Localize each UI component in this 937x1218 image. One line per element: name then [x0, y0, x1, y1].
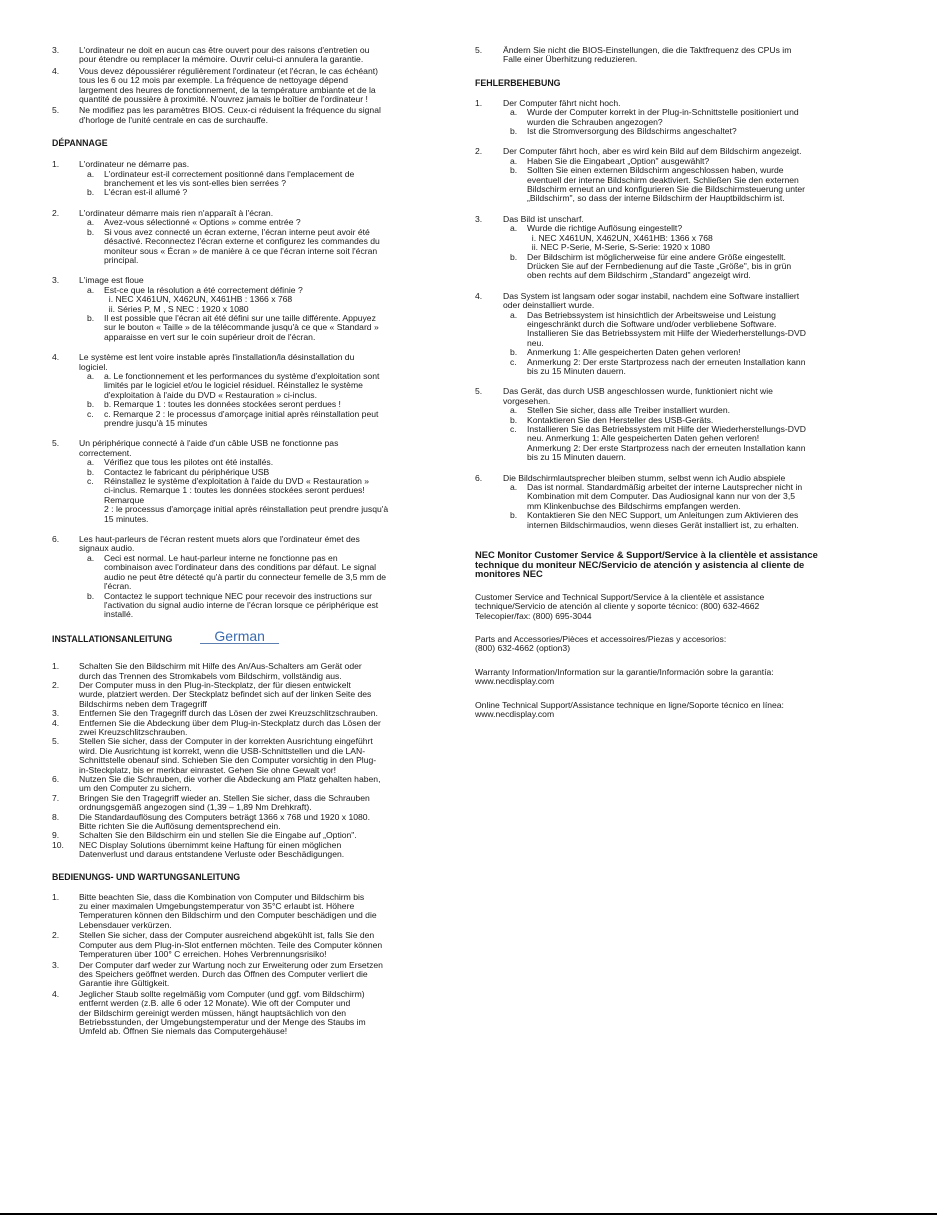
- sub-item-letter: a.: [510, 405, 518, 416]
- list-item-text: Das Gerät, das durch USB angeschlossen wurde, funktioniert nicht wie vorgesehen.: [503, 386, 773, 406]
- list-item-number: 2.: [475, 146, 483, 157]
- list-item: [52, 737, 462, 775]
- sub-item-letter: c.: [510, 424, 517, 434]
- sub-item: [510, 425, 885, 463]
- sub-item-letter: b.: [87, 187, 95, 198]
- de-install-list: [52, 662, 462, 860]
- list-item-text: Entfernen Sie die Abdeckung über dem Plug-in-Steckplatz durch das Lösen der zwei Kreuzschlitzschrauben.: [79, 717, 381, 737]
- sub-item-letter: a.: [87, 552, 95, 563]
- de-maintenance-list: [52, 893, 462, 1037]
- list-item: [52, 893, 462, 931]
- sub-item-text: Anmerkung 2: Der erste Startprozess nach der erneuten Installation kann bis zu 15 Minuten dauern.: [527, 356, 806, 376]
- list-item-number: 4.: [475, 290, 483, 301]
- service-paragraph: Parts and Accessories/Pièces et accessoires/Piezas y accesorios: (800) 632-4662 (option3): [475, 634, 727, 654]
- list-item-number: 2.: [52, 207, 60, 218]
- list-item-number: 1.: [475, 97, 483, 108]
- sub-item-letter: a.: [87, 284, 95, 295]
- list-item: [52, 681, 462, 709]
- list-item-text: Un périphérique connecté à l'aide d'un câble USB ne fonctionne pas correctement.: [79, 438, 339, 458]
- list-item-text: Der Computer fährt hoch, aber es wird kein Bild auf dem Bildschirm angezeigt.: [503, 146, 802, 157]
- sub-item-text: Kontaktieren Sie den Hersteller des USB-Geräts.: [527, 414, 714, 425]
- list-item: [52, 535, 462, 620]
- service-paragraph: Customer Service and Technical Support/Service à la clientèle et assistance technique/Servicio de atención al cliente y soporte técnico: (800) 632-4662 Telecopier/fax: (800) 695-3044: [475, 591, 765, 621]
- list-item: [52, 662, 462, 681]
- list-item-text: Bitte beachten Sie, dass die Kombination von Computer und Bildschirm bis zu einer maximalen Umgebungstemperatur von 35°C erlaubt ist. Höhere Temperaturen können den Bildschirm und den Computer beschädigen und die Lebensdauer verkürzen.: [79, 891, 377, 930]
- list-item: [475, 99, 885, 137]
- sub-item: [510, 224, 885, 252]
- sub-item-letter: b.: [87, 312, 95, 323]
- list-item-number: 5.: [52, 105, 60, 116]
- sub-item-letter: a.: [87, 457, 95, 468]
- list-item: [52, 46, 462, 65]
- sub-item-text: Vérifiez que tous les pilotes ont été installés.: [104, 457, 274, 468]
- sub-item-letter: b.: [87, 226, 95, 237]
- sub-item-text: Si vous avez connecté un écran externe, l'écran interne peut avoir été désactivé. Reconnectez l'écran externe et configurez les commandes du moniteur sous « Écran » de manière à ce que l'écran interne soit l'écran principal.: [104, 226, 380, 265]
- list-item-number: 1.: [52, 159, 60, 170]
- sub-item: [87, 228, 462, 266]
- list-item-text: Stellen Sie sicher, dass der Computer in der korrekten Ausrichtung eingeführt wird. Die Ausrichtung ist korrekt, wenn die USB-Schnittstellen und die LAN- Schnittstelle obenauf sind. Schieben Sie den Computer vorsichtig in den Plug- in-Steckplatz, bis er merkbar einrastet. Gehen Sie ohne Gewalt vor!: [79, 736, 377, 775]
- list-item-number: 4.: [52, 717, 60, 728]
- list-item-number: 5.: [52, 736, 60, 747]
- list-item-number: 10.: [52, 839, 64, 850]
- sub-item: [510, 311, 885, 349]
- sub-item: [87, 372, 462, 400]
- list-item-text: Entfernen Sie den Tragegriff durch das Lösen der zwei Kreuzschlitzschrauben.: [79, 708, 378, 719]
- service-paragraph: Online Technical Support/Assistance technique en ligne/Soporte técnico en línea: www.necdisplay.com: [475, 699, 784, 720]
- sub-item-letter: c.: [510, 356, 517, 367]
- list-item: [52, 990, 462, 1037]
- list-item: [52, 67, 462, 105]
- service-title: NEC Monitor Customer Service & Support/Service à la clientèle et assistance technique du moniteur NEC/Servicio de atención y asistencia al cliente de monitores NEC: [475, 549, 818, 580]
- list-item-number: 2.: [52, 930, 60, 941]
- list-item-text: Die Standardauflösung des Computers beträgt 1366 x 768 und 1920 x 1080. Bitte richten Sie die Auflösung dementsprechend ein.: [79, 811, 370, 832]
- list-item-number: 6.: [475, 472, 483, 483]
- sub-item-letter: c.: [87, 476, 94, 487]
- sub-item-text: b. Remarque 1 : toutes les données stockées seront perdues !: [104, 399, 341, 410]
- list-item-text: L'ordinateur démarre mais rien n'apparaît à l'écran.: [79, 207, 274, 218]
- list-item-text: Schalten Sie den Bildschirm mit Hilfe des An/Aus-Schalters am Gerät oder durch das Trennen des Stromkabels vom Bildschirm, vollständig aus.: [79, 661, 362, 681]
- list-item: [52, 276, 462, 342]
- sub-item-text: Réinstallez le système d'exploitation à l'aide du DVD « Restauration » ci-inclus. Remarque 1 : toutes les données stockées seront perdues! Remarque 2 : le processus d'amorçage initial après réinstallation peut prendre jusqu'à 15 minutes.: [104, 476, 389, 524]
- sub-item-letter: b.: [510, 414, 518, 425]
- list-item: [52, 794, 462, 813]
- sub-item-text: a. Le fonctionnement et les performances du système d'exploitation sont limités par le logiciel et/ou le logiciel résiduel. Réinstallez le système d'exploitation à l'aide du DVD « Restauration » ci-inclus.: [104, 370, 380, 400]
- sub-item-text: Das ist normal. Standardmäßig arbeitet der interne Lautsprecher nicht in Kombination mit dem Computer. Das Audiosignal kann nur von der 3,5 mm Klinkenbuchse des Bildschirms empfangen werden.: [527, 482, 803, 511]
- list-item: [52, 931, 462, 959]
- sub-item-text: Wurde die richtige Auflösung eingestellt? i. NEC X461UN, X462UN, X461HB: 1366 x 768 ii. NEC P-Serie, M-Serie, S-Serie: 1920 x 1080: [527, 223, 713, 253]
- list-item: [52, 106, 462, 125]
- sub-item-text: Il est possible que l'écran ait été défini sur une taille différente. Appuyez sur le bouton « Taille » de la télécommande jusqu'à ce que « Standard » apparaisse en vert sur le coin supérieur droit de l'écran.: [104, 312, 379, 342]
- sub-item-letter: a.: [510, 482, 518, 493]
- list-item-number: 3.: [52, 45, 60, 55]
- list-item-text: Stellen Sie sicher, dass der Computer ausreichend abgekühlt ist, falls Sie den Computer aus dem Plug-in-Slot entfernen möchten. Teile des Computer können Temperaturen über 100° C erreichen. Hohes Verbrennungsrisiko!: [79, 930, 383, 960]
- sub-item-text: Stellen Sie sicher, dass alle Treiber installiert wurden.: [527, 405, 731, 416]
- de-install-heading: INSTALLATIONSANLEITUNG: [52, 634, 173, 645]
- list-item-text: Der Computer darf weder zur Wartung noch zur Erweiterung oder zum Ersetzen des Speichers geöffnet werden. Durch das Öffnen des Computer verliert die Garantie ihre Gültigkeit.: [79, 959, 383, 989]
- sub-item: [87, 410, 462, 429]
- sub-item-text: Contactez le support technique NEC pour recevoir des instructions sur l'activation du signal audio interne de l'écran lorsque ce périphérique est installé.: [104, 590, 379, 620]
- page-bottom-rule: [0, 1213, 937, 1215]
- sub-item-letter: b.: [510, 347, 518, 358]
- sub-item-text: L'écran est-il allumé ?: [104, 187, 188, 198]
- list-item-text: Das Bild ist unscharf.: [503, 213, 584, 224]
- de-install-header: [52, 627, 462, 645]
- list-item-text: Schalten Sie den Bildschirm ein und stellen Sie die Eingabe auf „Option".: [79, 830, 357, 841]
- sub-item: [87, 477, 462, 524]
- sub-item-text: Kontaktieren Sie den NEC Support, um Anleitungen zum Aktivieren des internen Bildschirmaudios, wenn dieses Gerät installiert ist, zu erhalten.: [527, 510, 799, 530]
- list-item: [52, 961, 462, 989]
- sub-item: [510, 166, 885, 204]
- sub-item: [510, 253, 885, 281]
- list-item-number: 4.: [52, 988, 60, 999]
- list-item-number: 3.: [475, 213, 483, 224]
- sub-item-letter: a.: [510, 223, 518, 234]
- list-item: [475, 46, 885, 65]
- list-item-number: 6.: [52, 774, 60, 784]
- sub-item-text: c. Remarque 2 : le processus d'amorçage initial après réinstallation peut prendre jusqu'à 15 minutes: [104, 408, 379, 428]
- list-item: [475, 215, 885, 281]
- sub-item-text: Wurde der Computer korrekt in der Plug-in-Schnittstelle positioniert und wurden die Schrauben angezogen?: [527, 107, 799, 127]
- sub-item: [510, 108, 885, 127]
- list-item: [475, 474, 885, 530]
- de-troubleshooting-list: [475, 99, 885, 530]
- list-item-text: L'image est floue: [79, 275, 144, 286]
- sub-item-text: Installieren Sie das Betriebssystem mit Hilfe der Wiederherstellungs-DVD neu. Anmerkung 1: Alle gespeicherten Daten gehen verloren! Anmerkung 2: Der erste Startprozess nach der erneuten Installation kann bis zu 15 Minuten dauern.: [527, 424, 806, 463]
- list-item-number: 1.: [52, 661, 60, 672]
- sub-item: [87, 188, 462, 197]
- list-item-text: Vous devez dépoussiérer régulièrement l'ordinateur (et l'écran, le cas échéant) tous les 6 ou 12 mois par exemple. La fréquence de nettoyage dépend largement des heures de fonctionnement, de la température ambiante et de la quantité de poussière à proximité. N'ouvrez jamais le boîtier de l'ordinateur !: [79, 65, 378, 105]
- sub-item-letter: a.: [87, 168, 95, 179]
- sub-item-letter: b.: [510, 510, 518, 521]
- sub-item-letter: b.: [510, 251, 518, 262]
- list-item: [52, 353, 462, 428]
- list-item-text: Der Computer fährt nicht hoch.: [503, 97, 621, 108]
- sub-item-text: Der Bildschirm ist möglicherweise für eine andere Größe eingestellt. Drücken Sie auf der Fernbedienung auf die Taste „Größe", bis in grün oben rechts auf dem Bildschirm „Standard" angezeigt wird.: [527, 251, 792, 281]
- list-item-number: 6.: [52, 534, 60, 545]
- sub-item-letter: a.: [510, 155, 518, 166]
- service-contacts: [475, 593, 885, 720]
- list-item: [475, 292, 885, 377]
- sub-item: [510, 483, 885, 511]
- de-maintenance-list-cont: [475, 46, 885, 65]
- list-item: [52, 719, 462, 738]
- list-item: [475, 387, 885, 462]
- list-item-text: Le système est lent voire instable après l'installation/la désinstallation du logiciel.: [79, 352, 355, 372]
- list-item-number: 4.: [52, 65, 60, 76]
- list-item-text: Jeglicher Staub sollte regelmäßig vom Computer (und ggf. vom Bildschirm) entfernt werden (z.B. alle 6 oder 12 Monate). Wie oft der Computer und der Bildschirm gereinigt werden müssen, hängt hauptsächlich von den Betriebsstunden, der Umgebungstemperatur und der Menge des Staubs im Umfeld ab. Öffnen Sie niemals das Computergehäuse!: [79, 988, 366, 1037]
- list-item-number: 4.: [52, 352, 60, 363]
- sub-item-text: Avez-vous sélectionné « Options » comme entrée ?: [104, 217, 301, 228]
- fr-troubleshooting-list: [52, 160, 462, 619]
- list-item-number: 5.: [475, 45, 483, 55]
- sub-item: [87, 170, 462, 189]
- language-badge: German: [200, 632, 279, 644]
- sub-item-text: Anmerkung 1: Alle gespeicherten Daten gehen verloren!: [527, 347, 741, 358]
- de-troubleshooting-heading: FEHLERBEHEBUNG: [475, 77, 561, 88]
- list-item-number: 8.: [52, 811, 60, 822]
- right-column: [475, 46, 885, 720]
- sub-item-letter: c.: [87, 408, 94, 419]
- fr-troubleshooting-heading: DÉPANNAGE: [52, 138, 108, 149]
- service-paragraph: Warranty Information/Information sur la garantie/Información sobre la garantía: www.necdisplay.com: [475, 666, 774, 687]
- list-item-text: Das System ist langsam oder sogar instabil, nachdem eine Software installiert oder deinstalliert wurde.: [503, 290, 800, 311]
- sub-item-letter: a.: [87, 217, 95, 228]
- list-item-text: Der Computer muss in den Plug-in-Steckplatz, der für diesen entwickelt wurde, platziert werden. Der Steckplatz befindet sich auf der linken Seite des Bildschirms neben dem Tragegriff: [79, 679, 372, 709]
- sub-item: [87, 286, 462, 314]
- sub-item-letter: a.: [87, 370, 95, 381]
- list-item-number: 5.: [52, 438, 60, 449]
- sub-item-letter: a.: [510, 107, 518, 118]
- sub-item-letter: b.: [87, 466, 95, 477]
- sub-item: [87, 314, 462, 342]
- sub-item-text: Ist die Stromversorgung des Bildschirms angeschaltet?: [527, 126, 737, 137]
- list-item-text: L'ordinateur ne démarre pas.: [79, 159, 190, 170]
- list-item: [52, 813, 462, 832]
- list-item: [52, 775, 462, 794]
- sub-item: [510, 127, 885, 136]
- list-item: [52, 439, 462, 524]
- sub-item-letter: b.: [510, 126, 518, 137]
- list-item: [52, 209, 462, 265]
- list-item-text: Nutzen Sie die Schrauben, die vorher die Abdeckung am Platz gehalten haben, um den Computer zu sichern.: [79, 774, 381, 794]
- fr-maintenance-list: [52, 46, 462, 125]
- sub-item-text: L'ordinateur est-il correctement positionné dans l'emplacement de branchement et les vis sont-elles bien serrées ?: [104, 168, 355, 189]
- list-item-number: 5.: [475, 386, 483, 397]
- list-item-number: 2.: [52, 679, 60, 690]
- list-item-text: Bringen Sie den Tragegriff wieder an. Stellen Sie sicher, dass die Schrauben ordnungsgemäß angezogen sind (1,39 – 1,89 Nm Drehkraft).: [79, 792, 370, 813]
- sub-item: [510, 511, 885, 530]
- sub-item-text: Haben Sie die Eingabeart „Option" ausgewählt?: [527, 155, 710, 166]
- sub-item: [510, 358, 885, 377]
- list-item-number: 7.: [52, 792, 60, 803]
- sub-item-text: Sollten Sie einen externen Bildschirm angeschlossen haben, wurde eventuell der interne Bildschirm deaktiviert. Schließen Sie den externen Bildschirm erneut an und konfigurieren Sie die Bildschirmsteuerung unter „Bildschirm", so dass der interne Bildschirm der Hauptbildschirm ist.: [527, 165, 806, 204]
- list-item-text: Ändern Sie nicht die BIOS-Einstellungen, die die Taktfrequenz des CPUs im Falle einer Überhitzung reduzieren.: [503, 45, 792, 65]
- de-maintenance-heading: BEDIENUNGS- UND WARTUNGSANLEITUNG: [52, 871, 241, 882]
- list-item-text: NEC Display Solutions übernimmt keine Haftung für einen möglichen Datenverlust und daraus entstandene Verluste oder Beschädigungen.: [79, 839, 345, 860]
- list-item-text: Die Bildschirmlautsprecher bleiben stumm, selbst wenn ich Audio abspiele: [503, 472, 786, 483]
- list-item-number: 3.: [52, 959, 60, 970]
- list-item: [475, 147, 885, 203]
- list-item-text: Les haut-parleurs de l'écran restent muets alors que l'ordinateur émet des signaux audio.: [79, 534, 360, 554]
- list-item-number: 3.: [52, 708, 60, 719]
- sub-item-text: Est-ce que la résolution a été correctement définie ? i. NEC X461UN, X462UN, X461HB : 1366 x 768 ii. Séries P, M , S NEC : 1920 x 1080: [104, 284, 303, 314]
- service-section: [475, 550, 885, 719]
- list-item-text: Ne modifiez pas les paramètres BIOS. Ceux-ci réduisent la fréquence du signal d'horloge de l'unité centrale en cas de surchauffe.: [79, 105, 381, 125]
- list-item-number: 1.: [52, 891, 60, 902]
- sub-item-letter: b.: [87, 399, 95, 410]
- sub-item-text: Ceci est normal. Le haut-parleur interne ne fonctionne pas en combinaison avec l'ordinateur dans des conditions par défaut. Le signal audio ne peut être détecté qu'à partir du connecteur femelle de 3,5 mm de l'écran.: [104, 552, 387, 592]
- sub-item-text: Das Betriebssystem ist hinsichtlich der Arbeitsweise und Leistung eingeschränkt durch die Software und/oder verbliebene Software. Installieren Sie das Betriebssystem mit Hilfe der Wiederherstellungs-DVD neu.: [527, 309, 806, 348]
- list-item-number: 9.: [52, 830, 60, 841]
- list-item-number: 3.: [52, 275, 60, 286]
- sub-item: [87, 554, 462, 592]
- sub-item-letter: b.: [87, 590, 95, 601]
- sub-item-letter: b.: [510, 165, 518, 176]
- sub-item-text: Contactez le fabricant du périphérique USB: [104, 466, 270, 477]
- sub-item-letter: a.: [510, 309, 518, 320]
- sub-item: [87, 592, 462, 620]
- left-column: [52, 46, 462, 1037]
- list-item: [52, 160, 462, 198]
- list-item-text: L'ordinateur ne doit en aucun cas être ouvert pour des raisons d'entretien ou pour étendre ou remplacer la mémoire. Ouvrir celui-ci annulera la garantie.: [79, 45, 370, 65]
- list-item: [52, 841, 462, 860]
